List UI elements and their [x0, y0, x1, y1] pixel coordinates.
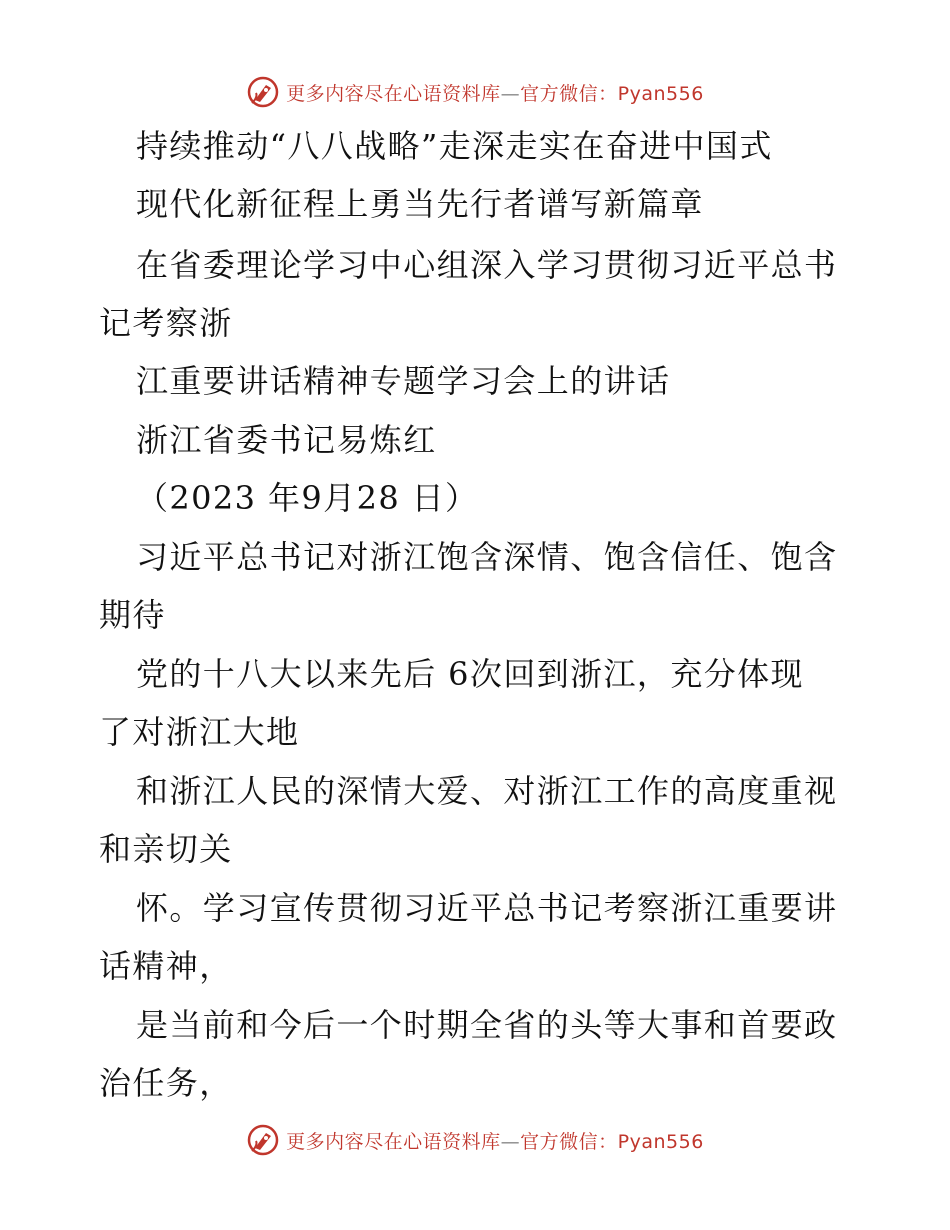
text-line: 习近平总书记对浙江饱含深情、饱含信任、饱含 [136, 538, 838, 576]
watermark-brand: 更多内容尽在心语资料库 [286, 82, 501, 105]
pen-nib-logo-icon [246, 1123, 280, 1157]
text-line: 浙江省委书记易炼红 [136, 421, 437, 459]
text-line: 和亲切关 [99, 830, 233, 868]
watermark-text [286, 1127, 704, 1154]
watermark-wechat: 官方微信：Pyan556 [520, 1130, 704, 1153]
text-line: 现代化新征程上勇当先行者谱写新篇章 [136, 185, 704, 223]
text-line: 怀。学习宣传贯彻习近平总书记考察浙江重要讲 [136, 889, 838, 927]
watermark-brand: 更多内容尽在心语资料库 [286, 1130, 501, 1153]
text-line: 治任务， [99, 1064, 233, 1102]
watermark-dash: — [500, 1130, 521, 1153]
text-line: 话精神， [99, 947, 233, 985]
text-line: 是当前和今后一个时期全省的头等大事和首要政 [136, 1006, 838, 1044]
watermark-dash: — [500, 82, 521, 105]
footer-watermark [0, 1120, 950, 1160]
text-line: 在省委理论学习中心组深入学习贯彻习近平总书 [136, 246, 838, 284]
text-line: 党的十八大以来先后 6次回到浙江，充分体现 [136, 655, 804, 693]
text-line: 期待 [99, 596, 166, 634]
text-line: 了对浙江大地 [99, 713, 300, 751]
watermark-wechat: 官方微信：Pyan556 [520, 82, 704, 105]
text-line: （2023 年9月28 日） [136, 479, 479, 517]
text-line: 持续推动“八八战略”走深走实在奋进中国式 [136, 127, 773, 165]
text-line: 和浙江人民的深情大爱、对浙江工作的高度重视 [136, 772, 838, 810]
text-line: 记考察浙 [99, 304, 233, 342]
text-line: 江重要讲话精神专题学习会上的讲话 [136, 362, 671, 400]
